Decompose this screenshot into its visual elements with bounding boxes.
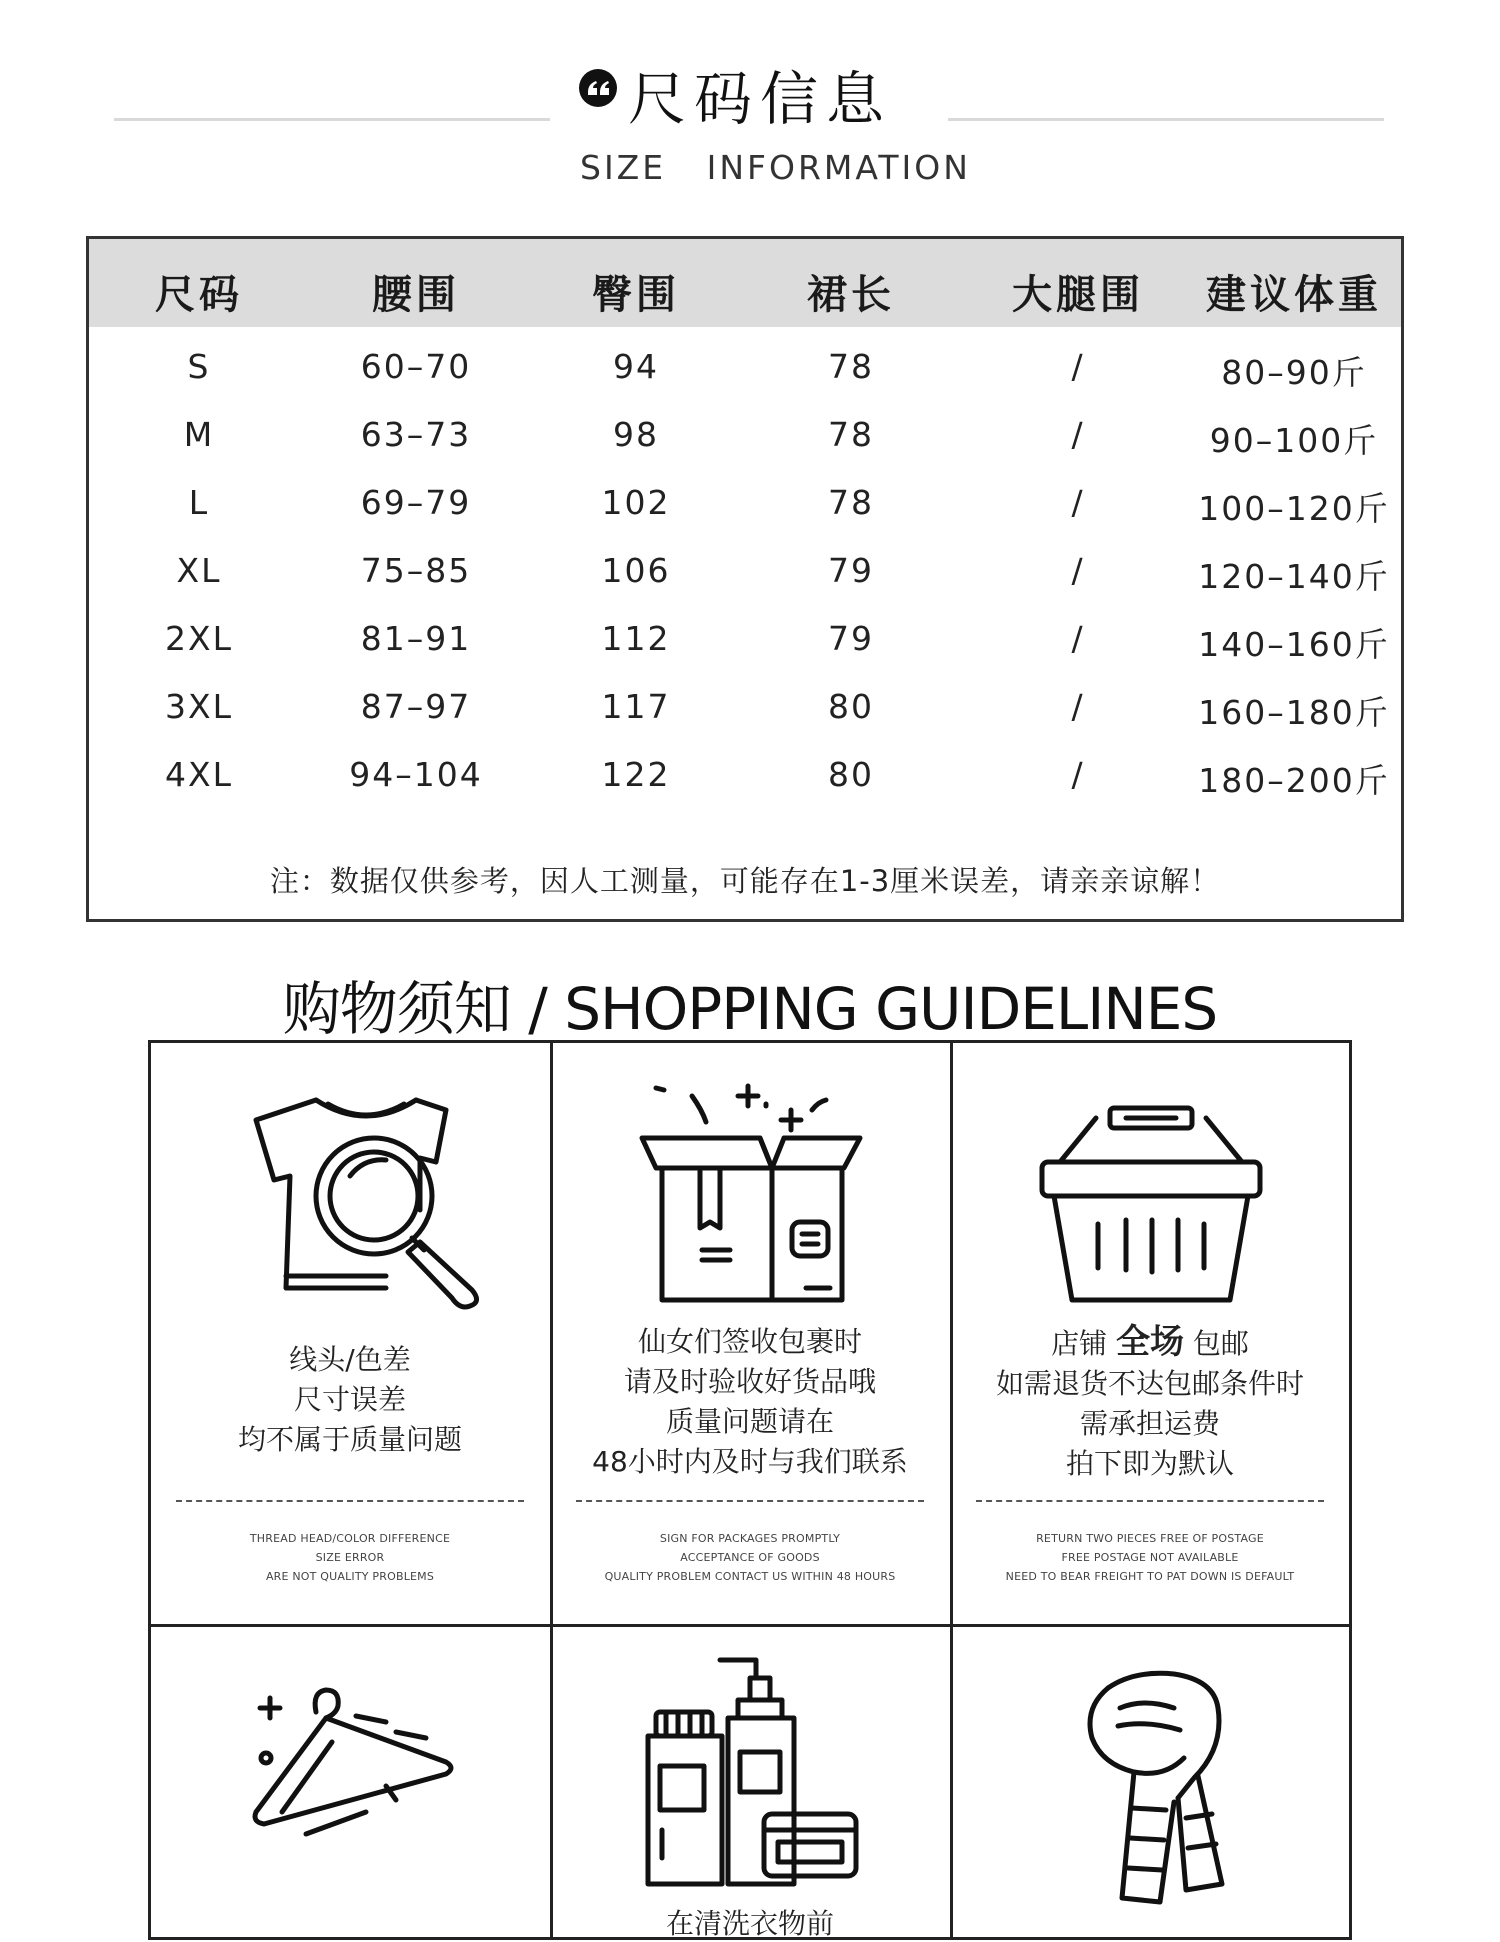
size-cell: 94 [613, 347, 659, 386]
size-cell: 180–200斤 [1198, 761, 1390, 800]
size-cell: 102 [601, 483, 671, 522]
size-cell: 120–140斤 [1198, 557, 1390, 596]
header-cell: 腰围 [372, 272, 460, 318]
header-divider-left [114, 118, 550, 121]
size-cell: 94–104 [349, 755, 483, 794]
guideline-2-en-line: QUALITY PROBLEM CONTACT US WITHIN 48 HOURS [604, 1570, 896, 1583]
guideline-2-en-line: SIGN FOR PACKAGES PROMPTLY [659, 1532, 841, 1545]
size-cell: 87–97 [360, 687, 472, 726]
size-cell: 3XL [165, 687, 233, 726]
guideline-3-en-line: FREE POSTAGE NOT AVAILABLE [1061, 1551, 1239, 1564]
shopping-title: 购物须知 / SHOPPING GUIDELINES [282, 975, 1218, 1043]
guideline-2-line: 48小时内及时与我们联系 [592, 1445, 908, 1478]
guideline-1-line: 尺寸误差 [293, 1383, 406, 1416]
dashed-divider [976, 1500, 1324, 1502]
hanger-icon [246, 1672, 466, 1846]
size-cell: 78 [828, 347, 874, 386]
dashed-divider [176, 1500, 524, 1502]
size-cell: 80 [828, 755, 874, 794]
grid-divider [550, 1043, 553, 1937]
size-note: 注：数据仅供参考，因人工测量，可能存在1-3厘米误差，请亲亲谅解！ [269, 864, 1221, 898]
size-cell: / [1071, 551, 1085, 590]
size-cell: S [187, 347, 211, 386]
header-cell: 裙长 [807, 272, 895, 318]
size-cell: / [1071, 619, 1085, 658]
size-cell: 2XL [165, 619, 233, 658]
guideline-2-en-line: ACCEPTANCE OF GOODS [680, 1551, 820, 1564]
size-cell: / [1071, 415, 1085, 454]
guideline-3-en [950, 1529, 1350, 1586]
size-cell: 98 [613, 415, 659, 454]
guideline-1-en-line: ARE NOT QUALITY PROBLEMS [265, 1570, 435, 1583]
guideline-2-line: 仙女们签收包裹时 [637, 1325, 862, 1358]
size-cell: 63–73 [360, 415, 472, 454]
size-cell: 106 [601, 551, 671, 590]
header-cell: 臀围 [592, 272, 680, 318]
guideline-1-line: 线头/色差 [289, 1343, 411, 1376]
quote-icon [578, 68, 618, 108]
guideline-3-line: 如需退货不达包邮条件时 [995, 1367, 1304, 1400]
size-cell: 100–120斤 [1198, 489, 1390, 528]
guideline-2-text [550, 1322, 950, 1482]
size-cell: M [183, 415, 215, 454]
guideline-3-emphasis: 全场 [1116, 1322, 1184, 1362]
size-cell: 90–100斤 [1209, 421, 1379, 460]
guideline-3-line-1 [950, 1322, 1350, 1364]
size-cell: / [1071, 347, 1085, 386]
size-cell: 81–91 [360, 619, 472, 658]
guideline-3-en-line: NEED TO BEAR FREIGHT TO PAT DOWN IS DEFAULT [1005, 1570, 1295, 1583]
size-cell: XL [176, 551, 222, 590]
guideline-3-suffix: 包邮 [1192, 1327, 1249, 1360]
size-cell: / [1071, 755, 1085, 794]
guideline-1-text [150, 1340, 550, 1460]
guideline-5-partial-text: 在清洗衣物前 [665, 1907, 834, 1940]
size-cell: / [1071, 483, 1085, 522]
guideline-1-en-line: THREAD HEAD/COLOR DIFFERENCE [249, 1532, 451, 1545]
size-cell: 122 [601, 755, 671, 794]
size-cell: 69–79 [360, 483, 472, 522]
size-cell: 80 [828, 687, 874, 726]
header-cell: 建议体重 [1206, 272, 1382, 318]
tshirt-magnifier-icon [246, 1092, 486, 1306]
guideline-3-prefix: 店铺 [1051, 1327, 1108, 1360]
size-cell: 79 [828, 619, 874, 658]
guideline-2-en [550, 1529, 950, 1586]
guideline-1-en-line: SIZE ERROR [315, 1551, 385, 1564]
size-cell: 78 [828, 483, 874, 522]
grid-divider [151, 1624, 1349, 1627]
guideline-2-line: 质量问题请在 [665, 1405, 834, 1438]
grid-divider [950, 1043, 953, 1937]
guideline-3-en-line: RETURN TWO PIECES FREE OF POSTAGE [1036, 1532, 1264, 1545]
open-box-icon [636, 1082, 866, 1311]
guideline-1-en [150, 1529, 550, 1586]
guideline-3-line: 需承担运费 [1079, 1407, 1220, 1440]
guideline-1-line: 均不属于质量问题 [237, 1423, 462, 1456]
size-cell: 79 [828, 551, 874, 590]
guideline-2-line: 请及时验收好货品哦 [623, 1365, 876, 1398]
size-cell: 160–180斤 [1198, 693, 1390, 732]
cleaning-bottles-icon [642, 1654, 862, 1888]
page-subtitle: SIZE INFORMATION [580, 148, 971, 187]
size-cell: 80–90斤 [1221, 353, 1367, 392]
shopping-basket-icon [1036, 1104, 1266, 1308]
scarf-icon [1074, 1668, 1234, 1912]
size-table [86, 236, 1404, 922]
size-cell: 4XL [165, 755, 233, 794]
header-divider-right [948, 118, 1384, 121]
guideline-3-line: 拍下即为默认 [1065, 1447, 1234, 1480]
size-cell: 78 [828, 415, 874, 454]
header-cell: 大腿围 [1012, 272, 1144, 318]
dashed-divider [576, 1500, 924, 1502]
size-cell: 140–160斤 [1198, 625, 1390, 664]
size-cell: / [1071, 687, 1085, 726]
guideline-3-text [950, 1322, 1350, 1484]
size-cell: 75–85 [360, 551, 472, 590]
header-cell: 尺码 [155, 272, 243, 318]
size-cell: 112 [601, 619, 671, 658]
size-table-header [89, 239, 1401, 327]
size-cell: L [188, 483, 210, 522]
size-cell: 117 [601, 687, 671, 726]
page-title: 尺码信息 [628, 65, 893, 133]
size-cell: 60–70 [360, 347, 472, 386]
